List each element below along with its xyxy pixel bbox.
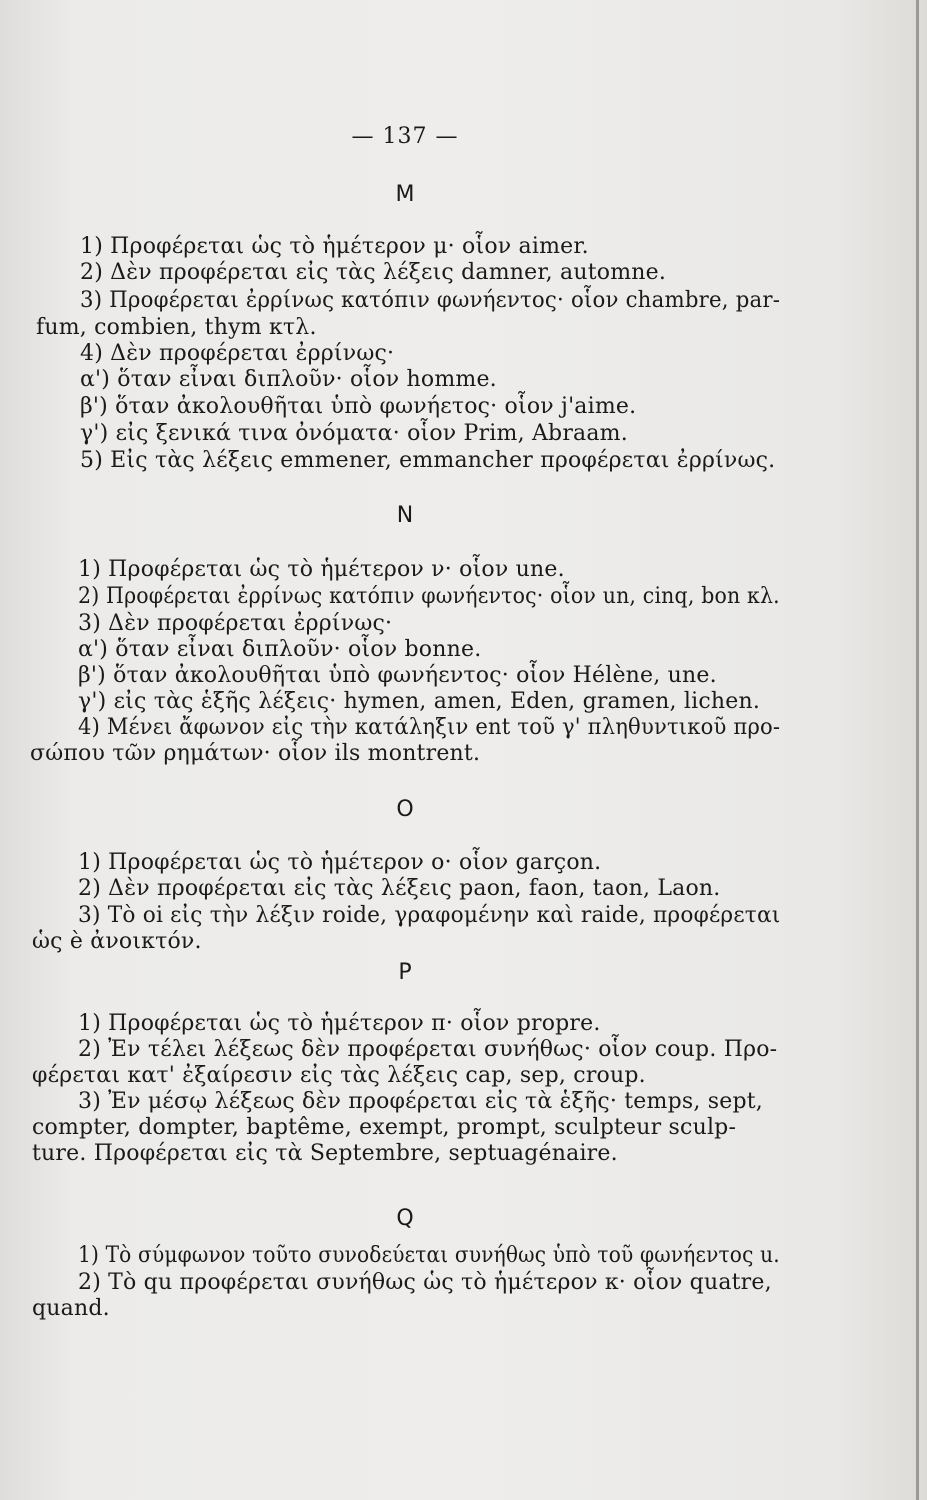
- text-line: 3) Προφέρεται ἐρρίνως κατόπιν φωνήεντος· οἷον chambre, par-: [80, 288, 781, 313]
- text-line: 2) Προφέρεται ἐρρίνως κατόπιν φωνήεντος· οἷον un, cinq, bon κλ.: [78, 584, 780, 609]
- text-line: γ') εἰς τὰς ἑξῆς λέξεις· hymen, amen, Eden, gramen, lichen.: [78, 689, 761, 714]
- text-line: 2) Ἐν τέλει λέξεως δὲν προφέρεται συνήθως· οἷον coup. Προ-: [78, 1037, 778, 1062]
- text-line: 4) Μένει ἄφωνον εἰς τὴν κατάληξιν ent τοῦ γ' πληθυντικοῦ προ-: [78, 715, 781, 740]
- page-number: — 137 —: [351, 124, 459, 149]
- text-line: 1) Προφέρεται ὡς τὸ ἡμέτερον μ· οἷον aimer.: [80, 234, 589, 259]
- text-line: 3) Τὸ oi εἰς τὴν λέξιν roide, γραφομένην καὶ raide, προφέρεται: [78, 903, 781, 928]
- text-line: α') ὅταν εἶναι διπλοῦν· οἷον bonne.: [78, 637, 482, 662]
- text-line: φέρεται κατ' ἐξαίρεσιν εἰς τὰς λέξεις cap, sep, croup.: [32, 1063, 646, 1088]
- text-line: α') ὅταν εἶναι διπλοῦν· οἷον homme.: [80, 367, 497, 392]
- text-line: σώπου τῶν ρημάτων· οἷον ils montrent.: [30, 741, 481, 766]
- section-heading-n: N: [396, 503, 414, 528]
- text-line: quand.: [32, 1296, 110, 1321]
- text-line: β') ὅταν ἀκολουθῆται ὑπὸ φωνήετος· οἷον j'aime.: [80, 394, 637, 419]
- text-line: 2) Δὲν προφέρεται εἰς τὰς λέξεις damner, automne.: [80, 260, 667, 285]
- text-line: 1) Προφέρεται ὡς τὸ ἡμέτερον ν· οἷον une.: [78, 557, 565, 582]
- text-line: γ') εἰς ξενικά τινα ὀνόματα· οἷον Prim, Abraam.: [80, 421, 628, 446]
- text-line: 2) Δὲν προφέρεται εἰς τὰς λέξεις paon, faon, taon, Laon.: [78, 876, 721, 901]
- text-line: ture. Προφέρεται εἰς τὰ Septembre, septuagénaire.: [32, 1141, 618, 1166]
- text-line: compter, dompter, baptême, exempt, prompt, sculpteur sculp-: [32, 1115, 737, 1140]
- text-line: 1) Τὸ σύμφωνον τοῦτο συνοδεύεται συνήθως ὑπὸ τοῦ φωνήεντος u.: [78, 1243, 780, 1268]
- text-line: ὡς è ἀνοικτόν.: [32, 929, 202, 954]
- text-line: β') ὅταν ἀκολουθῆται ὑπὸ φωνήεντος· οἷον Hélène, une.: [78, 663, 717, 688]
- text-line: 1) Προφέρεται ὡς τὸ ἡμέτερον π· οἷον propre.: [78, 1011, 601, 1036]
- section-heading-q: Q: [396, 1206, 414, 1231]
- text-line: 1) Προφέρεται ὡς τὸ ἡμέτερον ο· οἷον garçon.: [78, 850, 602, 875]
- section-heading-p: P: [398, 960, 412, 985]
- text-line: 4) Δὲν προφέρεται ἐρρίνως·: [80, 341, 395, 366]
- text-line: 3) Δὲν προφέρεται ἐρρίνως·: [78, 611, 393, 636]
- section-heading-o: O: [396, 797, 414, 822]
- text-line: fum, combien, thym κτλ.: [36, 315, 317, 340]
- section-heading-m: M: [395, 182, 415, 207]
- page-edge: [916, 0, 919, 1500]
- text-line: 3) Ἐν μέσῳ λέξεως δὲν προφέρεται εἰς τὰ ἑξῆς· temps, sept,: [78, 1089, 763, 1114]
- text-line: 5) Εἰς τὰς λέξεις emmener, emmancher προφέρεται ἐρρίνως.: [80, 448, 776, 473]
- text-line: 2) Τὸ qu προφέρεται συνήθως ὡς τὸ ἡμέτερον κ· οἷον quatre,: [78, 1270, 772, 1295]
